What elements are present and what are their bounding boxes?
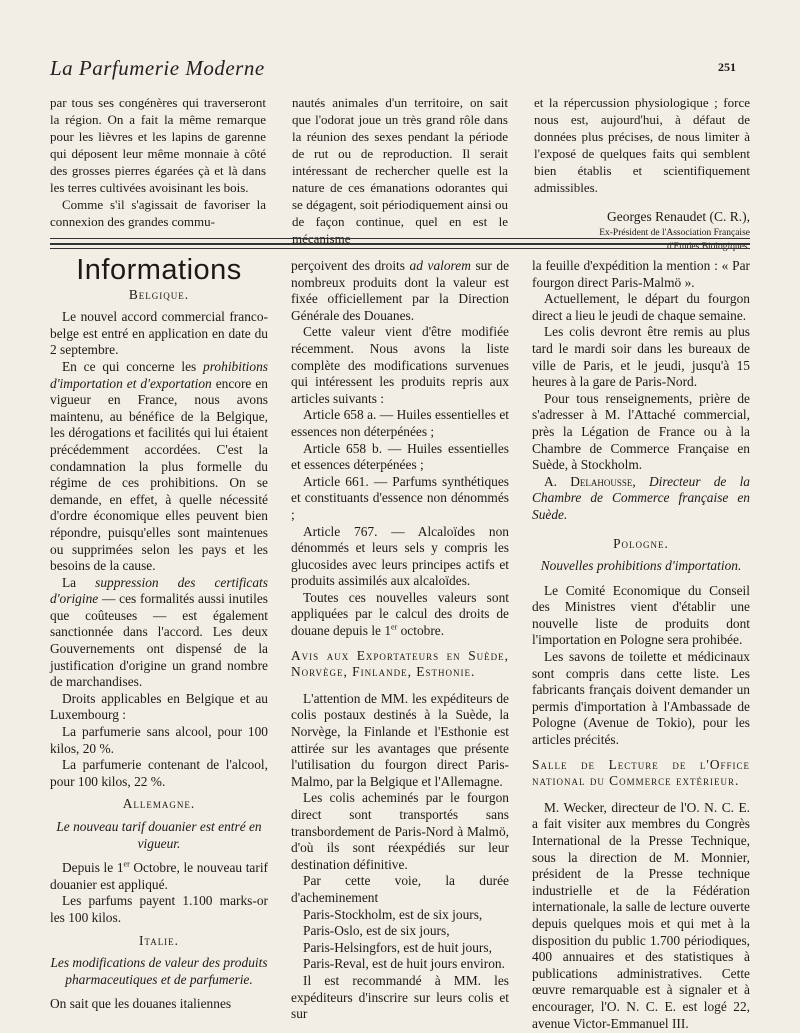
informations-article	[50, 254, 751, 1032]
paragraph: Les colis acheminés par le fourgon direct sont transportés sans transbordement de Paris-Nord à Malmö, d'où ils sont réexpédiés sur leur destination définitive.	[291, 790, 509, 872]
paragraph: Le Comité Economique du Conseil des Ministres vient d'établir une nouvelle liste de produits dont l'importation en Pologne sera prohibée.	[532, 582, 750, 648]
paragraph: Les colis devront être remis au plus tard le mardi soir dans les bureaux de ville de Paris, et le jeudi, jusqu'à 15 heures à la gare de Paris-Nord.	[532, 324, 750, 390]
heading-allemagne: Allemagne.	[122, 796, 196, 812]
paragraph: Droits applicables en Belgique et au Luxembourg :	[50, 690, 268, 723]
paragraph: L'attention de MM. les expéditeurs de colis postaux destinés à la Suède, la Norvège, la Finlande et l'Esthonie est attirée sur les avantages que présente l'utilisation du fourgon direct Paris-Malmo, par la Belgique et l'Allemagne.	[291, 690, 509, 789]
divider	[50, 238, 750, 239]
column-1	[50, 254, 268, 1032]
paragraph: M. Wecker, directeur de l'O. N. C. E. a fait visiter aux membres du Congrès International de la Presse Technique, sous la direction de M. Monnier, président de la Presse technique industrielle et de la Fédération internationale, la salle de lecture ouverte depuis quelques mois et qui met à la disposition du public 1.700 périodiques, 400 annuaires et des statistiques à publications administratives. Cette œuvre remarquable est à signaler et à encourager, l'O. N. C. E. est logé 22, avenue Victor-Emmanuel III.	[532, 799, 750, 1031]
previous-article-end	[50, 94, 750, 253]
route-item: Paris-Oslo, est de six jours,	[303, 923, 450, 939]
paragraph: En ce qui concerne les prohibitions d'importation et d'exportation encore en vigueur en France, nous avons maintenu, au bénéfice de la Belgique, les dérogations et facilités qui lui étaient précédemment accordées. C'est la condamnation la plus formelle du régime de ces prohibitions. On se demande, en effet, à quelle nécessité d'ordre économique elles peuvent bien répondre, puisqu'elles sont maintenues ou supprimées selon les pays et les besoins de la cause.	[50, 358, 268, 574]
paragraph: La parfumerie sans alcool, pour 100 kilos, 20 %.	[50, 724, 268, 756]
paragraph: A. Delahousse, Directeur de la Chambre de Commerce française en Suède.	[532, 473, 751, 522]
paragraph: Toutes ces nouvelles valeurs sont appliquées par le calcul des droits de douane depuis le 1er octobre.	[291, 589, 509, 639]
top-column-2	[292, 94, 508, 253]
paragraph: Par cette voie, la durée d'acheminement	[291, 873, 509, 905]
paragraph: Le nouvel accord commercial franco-belge est entré en application en date du 2 septembre.	[50, 309, 268, 358]
running-head: La Parfumerie Moderne	[50, 56, 265, 80]
author-title: d'Etudes Biologiques.	[667, 242, 750, 252]
top-column-1	[50, 94, 266, 253]
divider	[50, 243, 750, 245]
paragraph: perçoivent des droits ad valorem sur de nombreux produits dont la valeur est fixée officiellement par la Direction Générale des Douanes.	[291, 258, 510, 323]
heading-avis: Avis aux Exportateurs en Suède, Norvège, Finlande, Esthonie.	[291, 647, 509, 680]
paragraph: La parfumerie contenant de l'alcool, pour 100 kilos, 22 %.	[50, 757, 268, 789]
article-item: Article 658 a. — Huiles essentielles et essences non déterpénées ;	[291, 407, 509, 439]
heading-belgique: Belgique.	[128, 286, 190, 302]
article-item: Article 661. — Parfums synthétiques et constituants d'essence non dénommés ;	[291, 473, 509, 522]
paragraph: On sait que les douanes italiennes	[50, 996, 232, 1012]
paragraph: par tous ses congénères qui traverseront la région. On a fait la même remarque pour les lièvres et les lapins de garenne qui déposent leur même monnaie à côté des grosses pierres égarées çà et là dans les terres cultivées avoisinant les bois.	[50, 95, 266, 195]
author-title: Ex-Président de l'Association Française	[599, 228, 750, 238]
column-2	[291, 258, 509, 1032]
subheading: Les modifications de valeur des produits pharmaceutiques et de parfumerie.	[50, 955, 268, 987]
paragraph: et la répercussion physiologique ; force nous est, aujourd'hui, à défaut de données plus précises, de nous limiter à l'exposé de quelques faits qui semblent bien établis et scientifiquement admissibles.	[534, 95, 750, 195]
column-3	[532, 258, 750, 1032]
paragraph: Cette valeur vient d'être modifiée récemment. Nous avons la liste complète des modifications survenues qui intéressent les produits repris aux articles suivants :	[291, 324, 509, 406]
heading-italie: Italie.	[138, 932, 180, 948]
section-title: Informations	[76, 254, 242, 286]
paragraph: La suppression des certificats d'origine — ces formalités aussi inutiles que coûteuses — est également sanctionnée dans l'accord. Les deux Gouvernements ont dispensé de la justification d'origine un grand nombre de marchandises.	[50, 574, 268, 690]
paragraph: Pour tous renseignements, prière de s'adresser à M. l'Attaché commercial, près la Légation de France ou à la Chambre de Commerce Française en Suède, à Stockholm.	[532, 390, 750, 473]
divider	[50, 248, 750, 249]
author-signature: Georges Renaudet (C. R.),	[607, 209, 750, 224]
route-item: Paris-Stockholm, est de six jours,	[303, 906, 483, 922]
article-item: Article 658 b. — Huiles essentielles et essences déterpénées ;	[291, 440, 509, 473]
paragraph: la feuille d'expédition la mention : « Par fourgon direct Paris-Malmö ».	[532, 258, 750, 290]
paragraph: Les parfums payent 1.100 marks-or les 100 kilos.	[50, 893, 268, 925]
page-number: 251	[718, 60, 736, 74]
subheading: Nouvelles prohibitions d'importation.	[540, 558, 742, 574]
top-column-3	[534, 94, 750, 253]
paragraph: nautés animales d'un territoire, on sait que l'odorat joue un très grand rôle dans la réunion des sexes pendant la période de rut ou de reproduction. Il serait intéressant de rechercher quelle est la nature de ces émanations odorantes qui se dégagent, soit périodiquement ainsi ou de façon continue, quel en est le mécanisme	[292, 95, 508, 246]
article-item: Article 767. — Alcaloïdes non dénommés et leurs sels y compris les glucosides avec leurs principes actifs et produits assimilés aux alcaloïdes.	[291, 523, 509, 589]
route-item: Paris-Reval, est de huit jours environ.	[303, 956, 505, 972]
heading-salle-de-lecture: Salle de Lecture de l'Office national du Commerce extérieur.	[532, 756, 750, 789]
paragraph: Depuis le 1er Octobre, le nouveau tarif douanier est appliqué.	[50, 859, 268, 892]
paragraph: Il est recommandé à MM. les expéditeurs d'inscrire sur leurs colis et sur	[291, 972, 509, 1022]
heading-pologne: Pologne.	[613, 535, 669, 551]
paragraph: Actuellement, le départ du fourgon direct a lieu le jeudi de chaque semaine.	[532, 291, 750, 323]
route-item: Paris-Helsingfors, est de huit jours,	[303, 939, 492, 955]
paragraph: Comme s'il s'agissait de favoriser la connexion des grandes commu-	[50, 197, 266, 229]
subheading: Le nouveau tarif douanier est entré en vigueur.	[56, 819, 262, 851]
paragraph: Les savons de toilette et médicinaux sont compris dans cette liste. Les fabricants français doivent demander un permis d'importation à l'Ambassade de Pologne (Avenue de Tokio), pour les articles précités.	[532, 649, 750, 748]
